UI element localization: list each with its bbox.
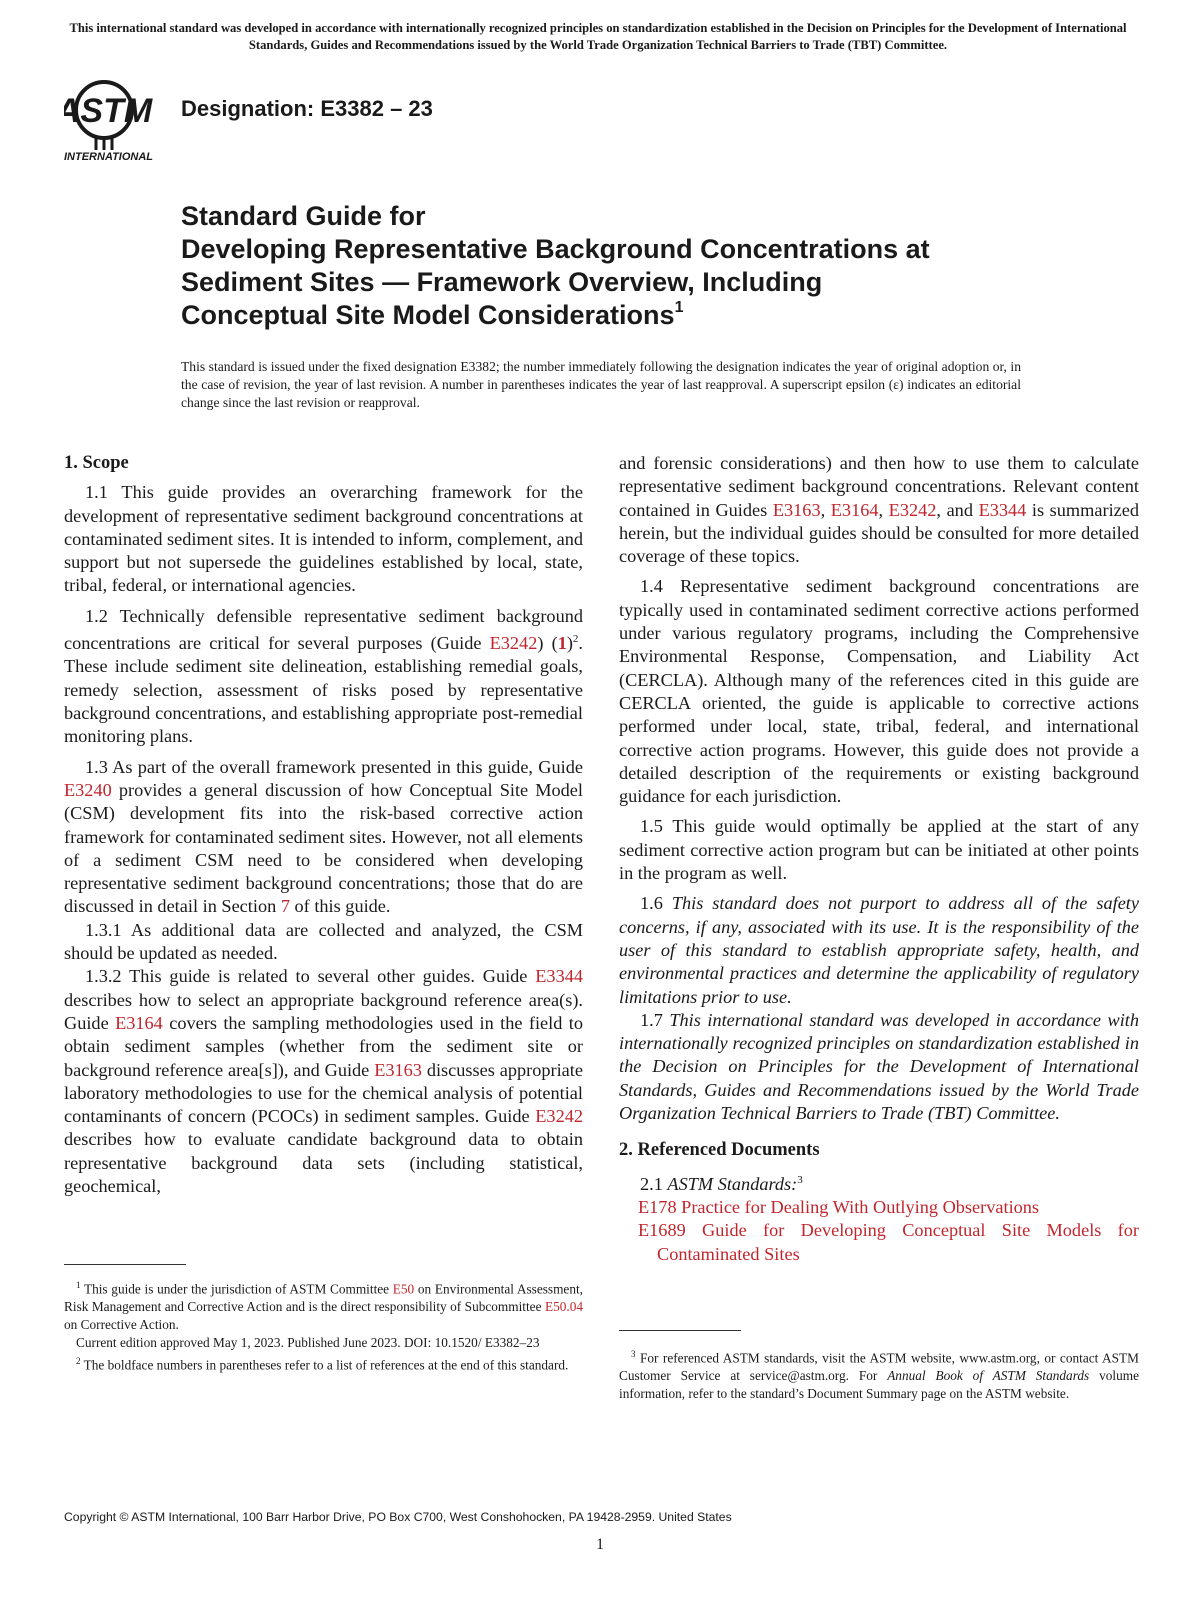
title-line-4: Conceptual Site Model Considerations$^1$ (181, 299, 684, 330)
footnote-ref-3[interactable]: 3 (797, 1173, 803, 1186)
right-column (619, 452, 1139, 1266)
paragraph-1-6: 1.6 This standard does not purport to address all of the safety concerns, if any, associated with its use. It is the responsibility of the user of this standard to establish appropriate safety, health, and environmental practices and determine the applicability of regulatory limitations prior to use. (619, 893, 1139, 1007)
link-e3242[interactable]: E3242 (888, 499, 937, 520)
footnote-1-edition: Current edition approved May 1, 2023. Published June 2023. DOI: 10.1520/ E3382–23 (76, 1335, 540, 1351)
footnotes-right (619, 1345, 1139, 1403)
paragraph-1-3-2-continued: and forensic considerations) and then how to use them to calculate representative sediment background concentrations. Relevant content contained in Guides E3163, E3164, E3242, and E3344 is summarized herein, but the individual guides should be consulted for more detailed coverage of these topics. (619, 453, 1140, 567)
link-e3163[interactable]: E3163 (374, 1059, 422, 1080)
link-e3164[interactable]: E3164 (115, 1012, 163, 1033)
footnote-ref-2[interactable]: 2 (572, 633, 579, 646)
reference-link-1[interactable]: 1 (557, 633, 567, 654)
link-e50[interactable]: E50 (392, 1281, 415, 1297)
link-e3344[interactable]: E3344 (535, 966, 583, 987)
page-number: 1 (596, 1536, 604, 1553)
title-footnote-mark[interactable]: 1 (674, 299, 684, 316)
link-e50-04[interactable]: E50.04 (544, 1299, 583, 1315)
title-line-2: Developing Representative Background Concentrations at (181, 234, 930, 264)
section-2-heading: 2. Referenced Documents (619, 1140, 820, 1161)
footnotes-left (64, 1276, 583, 1375)
reference-title: Guide for Developing Conceptual Site Models for Contaminated Sites (657, 1220, 1140, 1264)
section-1-heading: 1. Scope (64, 453, 129, 473)
reference-item[interactable] (619, 1219, 1139, 1266)
footnote-2: $^2$ The boldface numbers in parentheses refer to a list of references at the end of this standard. (76, 1356, 569, 1373)
designation: Designation: E3382 – 23 (181, 96, 433, 121)
footnote-rule-left (64, 1264, 186, 1265)
footnote-1: $^1$ This guide is under the jurisdiction of ASTM Committee E50 on Environmental Assessment, Risk Management and Corrective Action and is the direct responsibility of Subcommittee E50.04 on Corrective Action. (64, 1280, 583, 1333)
paragraph-1-3: 1.3 As part of the overall framework presented in this guide, Guide E3240 provides a general discussion of how Conceptual Site Model (CSM) development fits into the risk-based corrective action framework for contaminated sediment sites. However, not all elements of a sediment CSM need to be considered when developing representative sediment background concentrations; those that do are discussed in detail in Section 7 of this guide. (64, 756, 583, 917)
reference-code: E178 (638, 1197, 677, 1217)
footnote-3: $^3$ For referenced ASTM standards, visit the ASTM website, www.astm.org, or contact ASTM Customer Service at service@astm.org. For Annual Book of ASTM Standards volume information, refer to the standard’s Document Summary page on the ASTM website. (619, 1349, 1139, 1402)
top-notice: This international standard was developed in accordance with internationally recognized principles on standardization established in the Decision on Principles for the Development of International Standards, Guides and Recommendations issued by the World Trade Organization Technical Barriers to Trade (TBT) Committee. (69, 21, 1127, 52)
link-e3242[interactable]: E3242 (535, 1106, 583, 1127)
link-e3163[interactable]: E3163 (772, 499, 821, 520)
reference-title: Practice for Dealing With Outlying Observations (681, 1197, 1040, 1217)
logo-sub: INTERNATIONAL (64, 151, 154, 163)
link-e3242[interactable]: E3242 (489, 633, 538, 654)
astm-logo (64, 76, 170, 164)
reference-code: E1689 (638, 1220, 686, 1241)
document-title (181, 200, 1061, 332)
logo-letters: ASTM (64, 92, 153, 130)
copyright: Copyright © ASTM International, 100 Barr Harbor Drive, PO Box C700, West Conshohocken, PA 19428-2959. United States (64, 1510, 732, 1524)
link-e3164[interactable]: E3164 (830, 499, 879, 520)
paragraph-2-1: 2.1 ASTM Standards:$^3$ (640, 1173, 803, 1194)
paragraph-1-7: 1.7 This international standard was developed in accordance with internationally recognized principles on standardization established in the Decision on Principles for the Development of International Standards, Guides and Recommendations issued by the World Trade Organization Technical Barriers to Trade (TBT) Committee. (619, 1009, 1140, 1124)
paragraph-1-3-1: 1.3.1 As additional data are collected and analyzed, the CSM should be updated as needed. (64, 919, 583, 964)
link-section-7[interactable]: 7 (280, 896, 290, 917)
paragraph-1-3-2: 1.3.2 This guide is related to several other guides. Guide E3344 describes how to select an appropriate background reference area(s). Guide E3164 covers the sampling methodologies used in the field to obtain sediment samples (whether from the sediment site or background reference area[s]), and Guide E3163 discusses appropriate laboratory methodologies to use for the chemical analysis of potential contaminants of concern (PCOCs) in sediment samples. Guide E3242 describes how to evaluate candidate background data to obtain representative background data sets (including statistical, geochemical, (64, 966, 583, 1196)
footnote-rule-right (619, 1330, 741, 1331)
title-line-1: Standard Guide for (181, 201, 426, 231)
link-e3344[interactable]: E3344 (978, 499, 1027, 520)
left-column (64, 452, 583, 1198)
issued-note: This standard is issued under the fixed designation E3382; the number immediately following the designation indicates the year of original adoption or, in the case of revision, the year of last revision. A number in parentheses indicates the year of last reapproval. A superscript epsilon (ε) indicates an editorial change since the last revision or reapproval. (181, 359, 1021, 410)
paragraph-1-2: 1.2 Technically defensible representative sediment background concentrations are critical for several purposes (Guide E3242) (1)$^2$. These include sediment site delineation, establishing remedial goals, remedy selection, assessment of risks posed by representative background concentrations, and establishing appropriate post-remedial monitoring plans. (64, 605, 583, 747)
paragraph-1-4: 1.4 Representative sediment background concentrations are typically used in contaminated sediment corrective actions performed under various regulatory programs, including the Comprehensive Environmental Response, Compensation, and Liability Act (CERCLA). Although many of the references cited in this guide are CERCLA oriented, the guide is applicable to corrective actions performed under local, state, tribal, federal, and international corrective action programs. However, this guide does not provide a detailed description of the requirements or existing background guidance for each jurisdiction. (619, 576, 1139, 807)
paragraph-1-1: 1.1 This guide provides an overarching framework for the development of representative sediment background concentrations at contaminated sediment sites. It is intended to inform, complement, and support but not supersede the guidelines established by local, state, tribal, federal, or international agencies. (64, 482, 583, 596)
reference-item[interactable] (619, 1196, 1139, 1219)
paragraph-1-5: 1.5 This guide would optimally be applied at the start of any sediment corrective action program but can be initiated at other points in the program as well. (619, 816, 1139, 884)
link-e3240[interactable]: E3240 (64, 779, 112, 800)
title-line-3: Sediment Sites — Framework Overview, Including (181, 267, 823, 297)
